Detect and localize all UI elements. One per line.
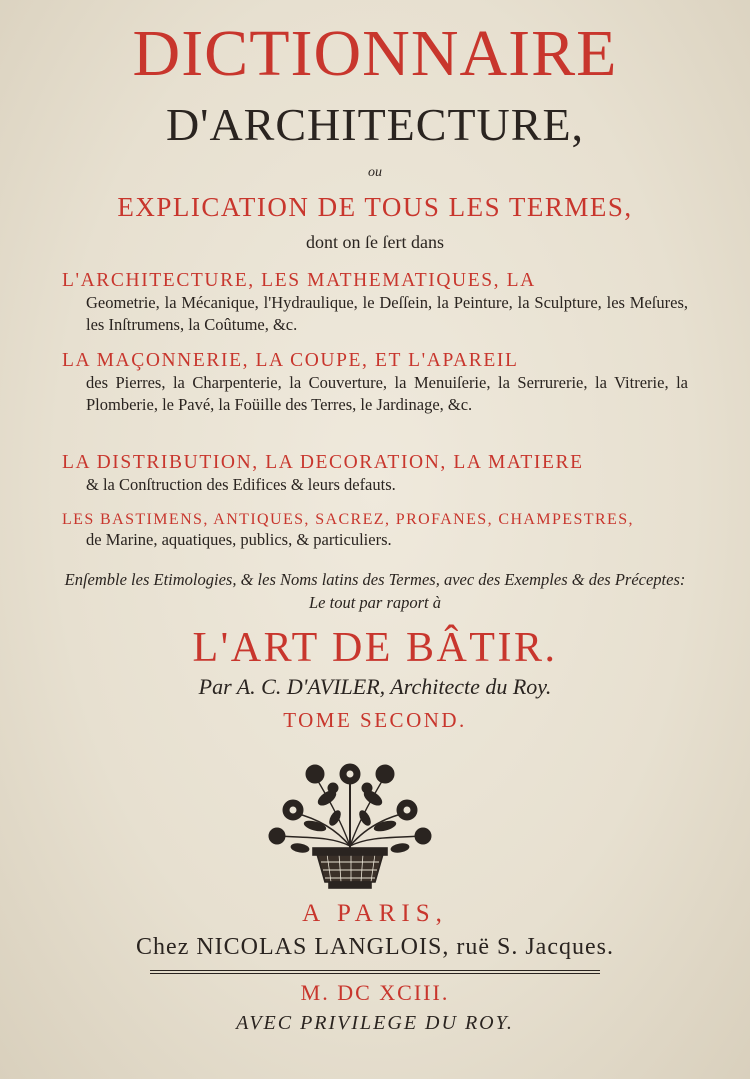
title-dictionnaire: DICTIONNAIRE [132,17,618,90]
tome-second: TOME SECOND. [283,708,467,732]
imprint-year: M. DC XCIII. [300,980,450,1005]
divider-rule [150,970,600,971]
subtitle-explication: EXPLICATION DE TOUS LES TERMES, [117,192,633,222]
basket-icon [313,848,387,888]
paragraph-body: de Marine, aquatiques, publics, & particuliers. [86,530,392,549]
paragraph-body: & la Conſtruction des Edifices & leurs defauts. [86,475,396,494]
paragraph-head: L'ARCHITECTURE, LES MATHEMATIQUES, LA [62,270,536,291]
paragraph-body: Geometrie, la Mécanique, l'Hydraulique, le Deſſein, la Peinture, la Sculpture, les Meſures, les Inſtrumens, la Coûtume, &c. [86,293,688,334]
paragraph-distribution [62,452,688,496]
subtitle-dont: dont on ſe ſert dans [306,232,444,252]
divider-rule [150,973,600,974]
imprint-city: A PARIS, [302,900,448,927]
ensemble-text: Enſemble les Etimologies, & les Noms latins des Termes, avec des Exemples & des Préceptes: Le tout par raport à [64,570,686,612]
imprint-publisher: Chez NICOLAS LANGLOIS, ruë S. Jacques. [136,934,614,960]
imprint-privilege: AVEC PRIVILEGE DU ROY. [236,1012,514,1034]
paragraph-head: LA DISTRIBUTION, LA DECORATION, LA MATIERE [62,452,584,473]
conjunction-ou: ou [368,165,382,180]
flower-basket-vignette [255,758,445,890]
art-de-batir: L'ART DE BÂTIR. [192,625,558,671]
author-line: Par A. C. D'AVILER, Architecte du Roy. [198,674,552,699]
paragraph-head: LA MAÇONNERIE, LA COUPE, ET L'APAREIL [62,350,519,371]
paragraph-mathematiques [62,270,688,336]
paragraph-bastimens [62,511,688,551]
flowers-icon [269,764,431,854]
title-architecture: D'ARCHITECTURE, [165,99,585,150]
paragraph-body: des Pierres, la Charpenterie, la Couverture, la Menuiſerie, la Serrurerie, la Vitrerie, la Plomberie, le Pavé, la Foüille des Terres, le Jardinage, &c. [86,373,688,414]
paragraph-head: LES BASTIMENS, ANTIQUES, SACREZ, PROFANES, CHAMPESTRES, [62,511,634,528]
paragraph-maconnerie [62,350,688,416]
